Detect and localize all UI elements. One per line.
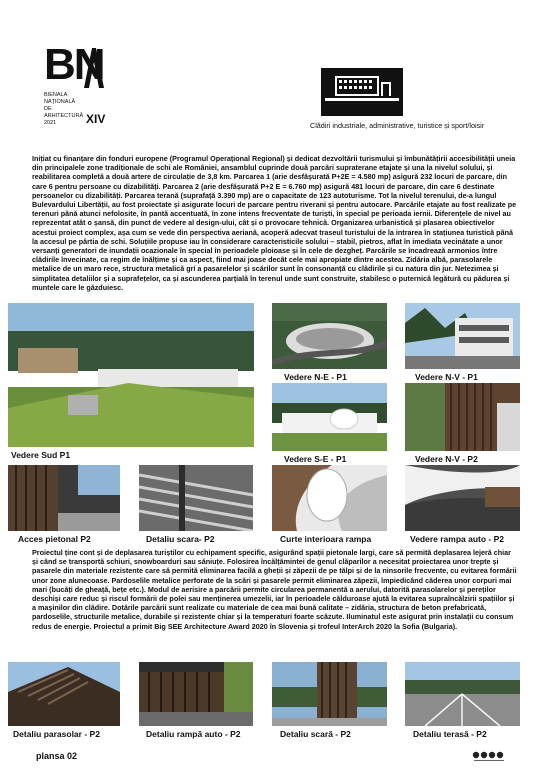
photo-vedere-nv-p1 [405, 303, 520, 369]
edition-label: XIV [86, 112, 106, 126]
caption-vedere-nv-p1: Vedere N-V - P1 [415, 372, 478, 382]
description-paragraph-1: Inițiat cu finanțare din fonduri europene (Programul Operațional Regional) și dedicat dezvoltării turismului și îmbunătățirii accesibilității uneia din principalele zone tradiționale de schi ale României, ansamblul cuprinde două parcări supraterane etajate și una la nivelul solului, și reabilitarea completă a două artere de circulație de 3,8 km. Parcarea 1 (arie desfășurată P+2E = 4.580 mp) asigură 232 locuri de parcare, din care 6 pentru persoane cu dizabilități. Parcarea 2 (arie desfășurată P+2 E = 6.760 mp) asigură 481 locuri de parcare, din care 6 destinate persoanelor cu dizabilități. Parcarea terană (suprafață 3.390 mp) are o capacitate de 123 autoturisme. Tot la nivelul terenului, de-a lungul Bulevardului Libertății, au fost proiectate și asigurate locuri de parcare pentru riverani și pentru autocare. Parcările etajate au fost realizate pe terenuri până atunci nefolosite, în pantă accentuată, în zone intens frecventate de turiști, în special pe perioada iernii. Diferențele de nivel au reprezentat atât o șansă, din punct de vedere al design-ului, cât și o provocare tehnică. Organizarea urbanistică și plasarea obiectivelor acestui proiect complex, așa cum se vede din perspectiva aeriană, acoperă adecvat traseul turistului de la intrarea în stațiunea turistică până la accesul pe pârtia de schi. Soluțiile propuse iau în considerare caracteristicile solului – stabil, pietros, aflat în imediata vecinătate a unor versanți generatori de inundații ocazionale în special în perioadele ploioase și în cele de dezgheț. Parcările se încadrează armonios între clădirile învecinate, ca regim de înălțime și ca aspect, fiind mai joase decât cele mai apropiate dintre acestea. Zidăria albă, parasolarele metalice de un maro rece, structura metalică grí a pasarelelor și scărilor sunt în consonanță cu clădirile și cu natura din jur. Netezimea și simplitatea detaliilor și a suprafețelor, ca și ascunderea parțială în terenul unde sunt construite, stabilesc o puternică legătură cu pădurea și muntele care le găzduiesc. [32, 154, 517, 292]
caption-detaliu-scara-p2: Detaliu scara- P2 [146, 534, 215, 544]
photo-acces-pietonal-p2 [8, 465, 120, 531]
photo-detaliu-terasa-p2 [405, 662, 520, 726]
bna-logo-letters: BN [44, 40, 104, 89]
caption-detaliu-scara-p2-bottom: Detaliu scară - P2 [280, 729, 351, 739]
caption-acces-pietonal-p2: Acces pietonal P2 [18, 534, 91, 544]
photo-vedere-nv-p2 [405, 383, 520, 451]
photo-vedere-rampa-auto-p2 [405, 465, 520, 531]
description-paragraph-2: Proiectul ține cont și de deplasarea turiștilor cu echipament specific, asigurând spații pietonale largi, care să permită deplasarea lejeră chiar și când se transportă schiuri, snowboarduri sau săniuțe. Folosirea încălțămintei de genul clăparilor a necesitat proiectarea unor trepte și pasarele din materiale rezistente care să permită eliminarea facilă a gheții și zăpezii de pe tălpi și de la ninsorile frecvente, cu evitarea formării unor zone alunecoase. Pardoselile metalice perforate de la scări și pasarele permit eliminarea zăpezii, împiedicând căderea unor corpuri mai mari (bucăți de gheață, bețe etc.). Modul de aerisire a parcării permite circularea permanentă a aerului, datorită parasolarelor și pereților deschiși care reduc și riscul formării de polei sau menținerea umezelii, iar în perioadele călduroase ajută la evitarea supraîncălzirii spațiilor și a mașinilor din clădire. Dotările parcării sunt realizate cu materiale de cea mai bună calitate – zidăria, structura de beton prefabricată, pardoselile, structurile metalice, durabile și rezistente chiar și la temperaturi foarte scăzute. Iluminatul este asigurat prin instalații cu consum redus de energie. Proiectul a primit Big SEE Architecture Award 2020 în Slovenia și trofeul InterArch 2020 la Sofia (Bulgaria). [32, 548, 517, 631]
photo-detaliu-parasolar-p2 [8, 662, 120, 726]
bna-logo-a-mark-icon [84, 48, 104, 88]
photo-detaliu-scara-p2-bottom [272, 662, 387, 726]
caption-vedere-sud-p1: Vedere Sud P1 [11, 450, 71, 460]
caption-vedere-nv-p2: Vedere N-V - P2 [415, 454, 478, 464]
photo-detaliu-rampa-auto-p2 [139, 662, 253, 726]
caption-vedere-rampa-auto-p2: Vedere rampa auto - P2 [410, 534, 505, 544]
caption-detaliu-rampa-auto-p2: Detaliu rampă auto - P2 [146, 729, 241, 739]
photo-vedere-se-p1 [272, 383, 387, 451]
caption-curte-interioara-rampa: Curte interioara rampa [280, 534, 372, 544]
plansa-label: plansa 02 [36, 751, 78, 761]
caption-vedere-ne-p1: Vedere N-E - P1 [284, 372, 347, 382]
photo-curte-interioara-rampa [272, 465, 387, 531]
photo-vedere-sud-p1 [8, 303, 254, 447]
caption-detaliu-parasolar-p2: Detaliu parasolar - P2 [13, 729, 100, 739]
photo-vedere-ne-p1 [272, 303, 387, 369]
caption-detaliu-terasa-p2: Detaliu terasă - P2 [413, 729, 487, 739]
bienala-label: BIENALA NAȚIONALĂ DE ARHITECTURĂ 2021 [44, 92, 84, 126]
photo-detaliu-scara-p2 [139, 465, 253, 531]
studio-logo-icon [472, 750, 506, 762]
industrial-building-icon [321, 68, 403, 116]
category-label: Clădiri industriale, administrative, turistice și sport/loisir [310, 121, 485, 130]
caption-vedere-se-p1: Vedere S-E - P1 [284, 454, 347, 464]
